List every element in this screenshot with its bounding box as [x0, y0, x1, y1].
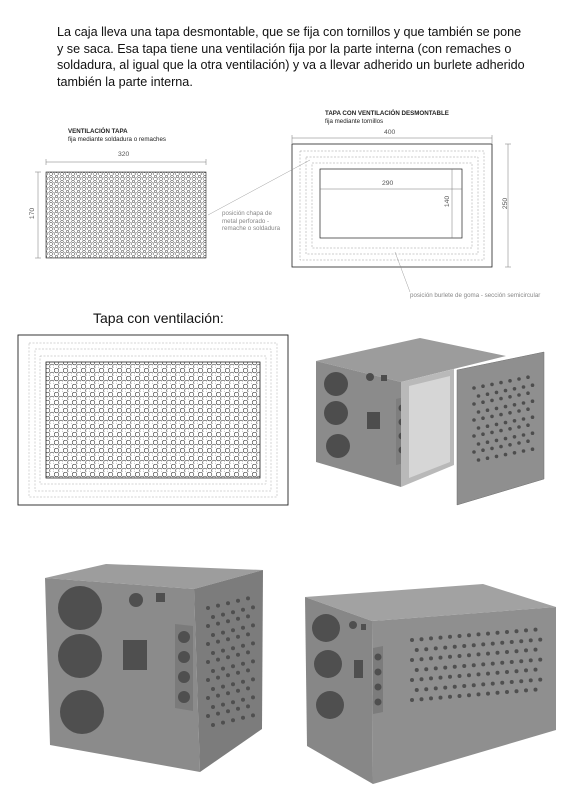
- left-width-dim: 320: [118, 151, 130, 158]
- perforation-hole: [486, 632, 490, 636]
- perforation-hole: [515, 669, 519, 673]
- perforation-hole: [429, 676, 433, 680]
- note-plate-position: posición chapa de metal perforado - remache o soldadura: [222, 210, 281, 232]
- perforation-hole: [505, 630, 509, 634]
- perforation-hole: [439, 636, 443, 640]
- note-seal-position: posición burlete de goma - sección semicircular: [410, 292, 541, 299]
- perforation-hole: [424, 667, 428, 671]
- perforation-hole: [424, 687, 428, 691]
- perforation-hole: [510, 660, 514, 664]
- perforation-hole: [534, 628, 538, 632]
- perforation-hole: [467, 633, 471, 637]
- perforation-hole: [486, 692, 490, 696]
- perforation-hole: [524, 648, 528, 652]
- perforation-hole: [538, 638, 542, 642]
- perforation-hole: [443, 666, 447, 670]
- perforation-hole: [410, 638, 414, 642]
- perforation-hole: [496, 671, 500, 675]
- perforation-hole: [424, 647, 428, 651]
- perforation-hole: [496, 631, 500, 635]
- perforation-hole: [472, 683, 476, 687]
- perforation-hole: [429, 636, 433, 640]
- right-drawing-title: TAPA CON VENTILACIÓN DESMONTABLE: [325, 110, 449, 117]
- left-drawing-subtitle: fija mediante soldadura o remaches: [68, 136, 167, 143]
- perforation-hole: [410, 658, 414, 662]
- perforation-hole: [448, 635, 452, 639]
- perforation-hole: [529, 638, 533, 642]
- perforation-hole: [462, 664, 466, 668]
- perforation-hole: [524, 628, 528, 632]
- perforation-hole: [486, 672, 490, 676]
- perforation-hole: [505, 670, 509, 674]
- perforation-hole: [472, 663, 476, 667]
- perforation-hole: [410, 698, 414, 702]
- perforation-hole: [458, 694, 462, 698]
- perforation-hole: [491, 662, 495, 666]
- perforation-hole: [481, 642, 485, 646]
- perforation-hole: [410, 678, 414, 682]
- perforation-hole: [500, 681, 504, 685]
- perforation-hole: [439, 656, 443, 660]
- perforation-hole: [458, 674, 462, 678]
- perforation-hole: [462, 644, 466, 648]
- perforation-hole: [510, 680, 514, 684]
- perforation-hole: [515, 629, 519, 633]
- perforation-hole: [434, 646, 438, 650]
- perforation-hole: [515, 649, 519, 653]
- perforation-hole: [477, 672, 481, 676]
- perforation-hole: [477, 692, 481, 696]
- perforation-hole: [448, 655, 452, 659]
- perforation-hole: [538, 658, 542, 662]
- perforation-hole: [538, 678, 542, 682]
- perforation-hole: [429, 696, 433, 700]
- perforation-hole: [477, 652, 481, 656]
- perforation-hole: [453, 645, 457, 649]
- perforation-hole: [496, 691, 500, 695]
- perforation-hole: [448, 675, 452, 679]
- perforation-hole: [429, 656, 433, 660]
- perforation-hole: [519, 639, 523, 643]
- perforation-hole: [453, 685, 457, 689]
- right-outer-height-dim: 250: [502, 197, 510, 210]
- perforation-hole: [448, 695, 452, 699]
- perforation-hole: [524, 668, 528, 672]
- perforation-hole: [415, 648, 419, 652]
- perforation-hole: [434, 666, 438, 670]
- perforation-hole: [524, 688, 528, 692]
- right-inner-height-dim: 140: [444, 195, 452, 208]
- perforation-hole: [519, 659, 523, 663]
- perforation-hole: [529, 658, 533, 662]
- perforation-hole: [420, 657, 424, 661]
- left-drawing-title: VENTILACIÓN TAPA: [68, 128, 128, 135]
- perforation-hole: [443, 646, 447, 650]
- perforation-hole: [467, 653, 471, 657]
- perforation-hole: [481, 682, 485, 686]
- perforation-hole: [467, 673, 471, 677]
- perforation-hole: [415, 688, 419, 692]
- perforation-hole: [491, 642, 495, 646]
- perforation-hole: [496, 651, 500, 655]
- perforation-hole: [443, 686, 447, 690]
- intro-paragraph: La caja lleva una tapa desmontable, que se fija con tornillos y que también se pone y se saca. Esa tapa tiene una ventilación fija por la parte interna (con remaches o soldadura, al igual que la otra ventilación) y va a llevar adherido un burlete adherido también la parte interna.: [57, 25, 525, 89]
- perforation-hole: [420, 677, 424, 681]
- left-height-dim: 170: [29, 207, 37, 220]
- perforation-hole: [529, 678, 533, 682]
- right-inner-width-dim: 290: [382, 180, 394, 187]
- perforation-hole: [415, 668, 419, 672]
- perforation-hole: [534, 668, 538, 672]
- section-title: Tapa con ventilación:: [93, 310, 224, 326]
- perforation-hole: [519, 679, 523, 683]
- perforation-hole: [491, 682, 495, 686]
- perforation-hole: [467, 693, 471, 697]
- perforation-hole: [477, 632, 481, 636]
- perforation-hole: [515, 689, 519, 693]
- perforation-hole: [453, 665, 457, 669]
- perforation-hole: [439, 676, 443, 680]
- right-drawing-subtitle: fija mediante tornillos: [325, 118, 384, 125]
- perforation-hole: [500, 661, 504, 665]
- perforation-hole: [505, 690, 509, 694]
- perforation-hole: [500, 641, 504, 645]
- perforation-hole: [486, 652, 490, 656]
- perforation-hole: [534, 688, 538, 692]
- perforation-hole: [439, 696, 443, 700]
- perforation-hole: [458, 654, 462, 658]
- perforation-hole: [462, 684, 466, 688]
- perforation-hole: [420, 637, 424, 641]
- perforation-hole: [505, 650, 509, 654]
- perforation-hole: [510, 640, 514, 644]
- perforation-hole: [481, 662, 485, 666]
- perforation-hole: [472, 643, 476, 647]
- right-outer-width-dim: 400: [384, 129, 396, 136]
- perforation-hole: [458, 634, 462, 638]
- perforation-hole: [434, 686, 438, 690]
- perforation-hole: [534, 648, 538, 652]
- perforation-hole: [420, 697, 424, 701]
